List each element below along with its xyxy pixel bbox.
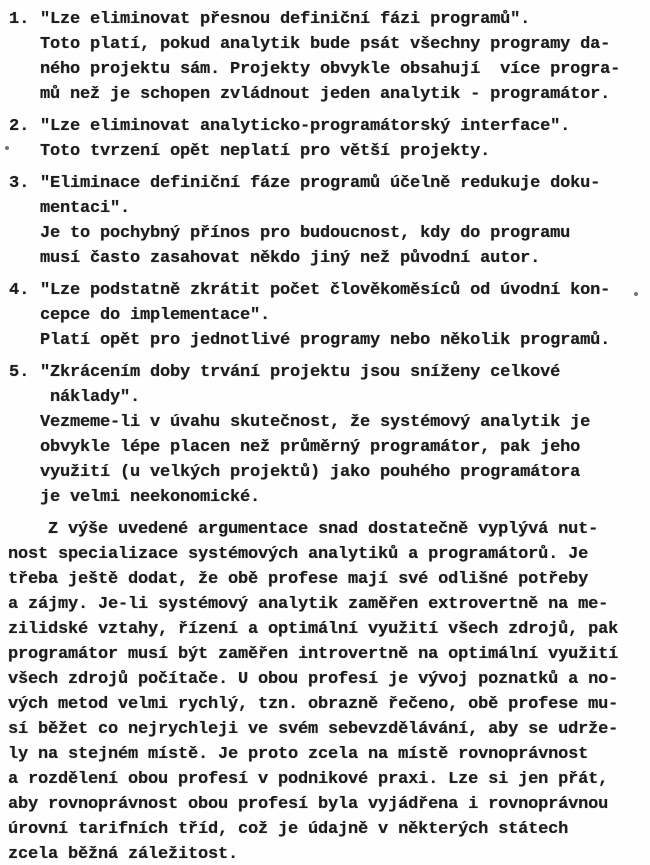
text-line: "Zkrácením doby trvání projektu jsou sníženy celkové — [40, 363, 561, 382]
text-line: a zájmy. Je-li systémový analytik zaměřen extrovertně na me- — [8, 595, 609, 614]
text-line: ly na stejném místě. Je proto zcela na místě rovnoprávnost — [8, 745, 589, 764]
text-line: nost specializace systémových analytiků a programátorů. Je — [8, 545, 589, 564]
text-line: sí běžet co nejrychleji ve svém sebevzdělávání, aby se udrže- — [8, 720, 619, 739]
scan-artifact-dot — [5, 146, 9, 150]
numbered-item-4 — [0, 278, 650, 353]
text-line: musí často zasahovat někdo jiný než původní autor. — [40, 249, 541, 268]
numbered-item-5 — [0, 360, 650, 510]
text-line: aby rovnoprávnost obou profesí byla vyjádřena i rovnoprávnou — [8, 795, 609, 814]
text-line: "Eliminace definiční fáze programů účelně redukuje doku- — [40, 174, 601, 193]
item-number: 2. — [9, 117, 30, 136]
item-number: 3. — [9, 174, 30, 193]
text-line: Toto platí, pokud analytik bude psát všechny programy da- — [40, 35, 611, 54]
numbered-item-1 — [0, 7, 650, 107]
text-line: Toto tvrzení opět neplatí pro větší projekty. — [40, 142, 491, 161]
text-line: je velmi neekonomické. — [40, 488, 261, 507]
item-number: 4. — [9, 281, 30, 300]
text-line: programátor musí být zaměřen introvertně na optimální využití — [8, 645, 619, 664]
text-line: "Lze eliminovat přesnou definiční fázi programů". — [40, 10, 531, 29]
text-line: mů než je schopen zvládnout jeden analytik - programátor. — [40, 85, 611, 104]
item-number: 1. — [9, 10, 30, 29]
text-line: "Lze eliminovat analyticko-programátorský interface". — [40, 117, 571, 136]
text-line: náklady". — [40, 388, 141, 407]
text-line: ného projektu sám. Projekty obvykle obsahují více progra- — [40, 60, 621, 79]
text-line: všech zdrojů počítače. U obou profesí je vývoj poznatků a no- — [8, 670, 619, 689]
text-line: úrovní tarifních tříd, což je údajně v některých státech — [8, 820, 569, 839]
closing-paragraph — [0, 517, 650, 865]
text-line: cepce do implementace". — [40, 306, 271, 325]
text-line: mentaci". — [40, 199, 131, 218]
text-line: třeba ještě dodat, že obě profese mají své odlišné potřeby — [8, 570, 589, 589]
text-line: Je to pochybný přínos pro budoucnost, kdy do programu — [40, 224, 571, 243]
text-line: vých metod velmi rychlý, tzn. obrazně řečeno, obě profese mu- — [8, 695, 619, 714]
text-line: Platí opět pro jednotlivé programy nebo několik programů. — [40, 331, 611, 350]
numbered-item-3 — [0, 171, 650, 271]
text-line: zcela běžná záležitost. — [8, 845, 239, 864]
text-line: zilidské vztahy, řízení a optimální využití všech zdrojů, pak — [8, 620, 619, 639]
text-line: Z výše uvedené argumentace snad dostatečně vyplývá nut- — [8, 520, 599, 539]
text-line: využití (u velkých projektů) jako pouhého programátora — [40, 463, 581, 482]
text-line: obvykle lépe placen než průměrný programátor, pak jeho — [40, 438, 581, 457]
text-line: "Lze podstatně zkrátit počet člověkoměsíců od úvodní kon- — [40, 281, 611, 300]
text-line: Vezmeme-li v úvahu skutečnost, že systémový analytik je — [40, 413, 591, 432]
numbered-item-2 — [0, 114, 650, 164]
text-line: a rozdělení obou profesí v podnikové praxi. Lze si jen přát, — [8, 770, 609, 789]
scan-artifact-dot — [634, 292, 638, 296]
item-number: 5. — [9, 363, 30, 382]
